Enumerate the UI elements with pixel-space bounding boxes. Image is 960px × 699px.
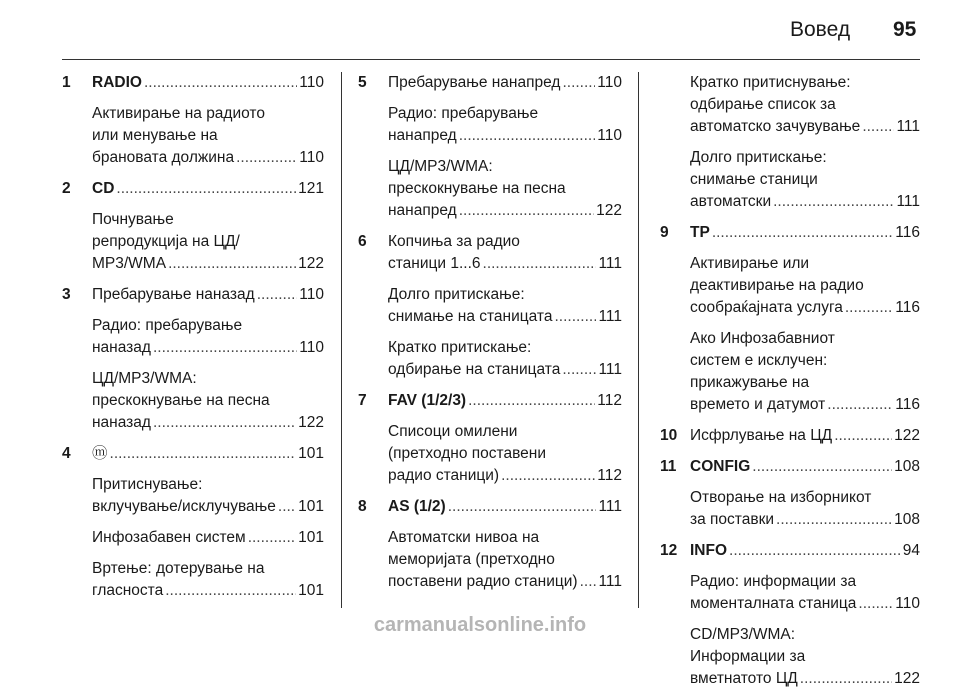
entry-text: сообраќајната услуга: [690, 299, 843, 316]
entry-text: вметнатото ЦД: [690, 670, 798, 687]
entry-number: 3: [62, 286, 71, 303]
header-divider: [62, 59, 920, 60]
entry-text-line: Радио: пребарување: [388, 105, 539, 122]
entry-button-label: INFO: [690, 542, 728, 559]
entry-text-line: Информации за: [690, 648, 806, 665]
entry-number: 1: [62, 74, 71, 91]
entry-text: автоматско зачувување: [690, 118, 861, 135]
entry-text-line: репродукција на ЦД/: [92, 233, 240, 250]
entry-number: 9: [660, 224, 669, 241]
entry-leader-row: [388, 72, 622, 94]
entry-text-line: Радио: информации за: [690, 573, 857, 590]
entry-text: за поставки: [690, 511, 775, 528]
index-entry: [62, 474, 324, 518]
entry-leader-row: [690, 116, 920, 138]
dot-leader: [554, 306, 596, 328]
dot-leader: [752, 456, 892, 478]
entry-leader-row: [92, 496, 324, 518]
entry-leader-row: [388, 465, 622, 487]
page-reference[interactable]: 101: [298, 529, 324, 546]
dot-leader: [144, 72, 297, 94]
dot-leader: [236, 147, 297, 169]
index-entry: [62, 103, 324, 169]
entry-text-line: ЦД/MP3/WMA:: [388, 158, 493, 175]
index-entry: [358, 421, 622, 487]
page-reference[interactable]: 116: [895, 224, 920, 241]
entry-text: автоматски: [690, 193, 772, 210]
entry-text: Инфозабавен систем: [92, 529, 246, 546]
entry-number: 10: [660, 427, 678, 444]
index-entry: [62, 284, 324, 306]
entry-number: 5: [358, 74, 367, 91]
dot-leader: [468, 390, 595, 412]
index-entry: [358, 337, 622, 381]
entry-number: 2: [62, 180, 71, 197]
dot-leader: [845, 297, 893, 319]
entry-leader-row: [690, 456, 920, 478]
page-reference[interactable]: 110: [597, 127, 622, 144]
page-reference[interactable]: 112: [597, 392, 622, 409]
page-reference[interactable]: 110: [299, 286, 324, 303]
entry-number: 11: [660, 458, 677, 475]
dot-leader: [501, 465, 595, 487]
index-entry: [660, 540, 920, 562]
entry-leader-row: [92, 253, 324, 275]
page-reference[interactable]: 122: [298, 255, 324, 272]
dot-leader: [729, 540, 901, 562]
page-reference[interactable]: 101: [298, 498, 324, 515]
dot-leader: [858, 593, 893, 615]
entry-text: наназад: [92, 414, 151, 431]
entry-leader-row: [690, 668, 920, 690]
entry-text: станици 1...6: [388, 255, 481, 272]
index-entry: [660, 222, 920, 244]
entry-text-line: снимање станици: [690, 171, 818, 188]
entry-leader-row: [92, 72, 324, 94]
index-entry: [660, 253, 920, 319]
entry-button-label: TP: [690, 224, 710, 241]
page-reference[interactable]: 121: [298, 180, 324, 197]
entry-text-line: прескокнување на песна: [388, 180, 566, 197]
dot-leader: [248, 527, 296, 549]
entry-text-line: одбирање список за: [690, 96, 836, 113]
index-entry: [62, 315, 324, 359]
dot-leader: [862, 116, 894, 138]
dot-leader: [278, 496, 296, 518]
dot-leader: [165, 580, 296, 602]
entry-text-line: Ако Инфозабавниот: [690, 330, 835, 347]
entry-text: Пребарување наназад: [92, 286, 255, 303]
entry-text-line: Почнување: [92, 211, 174, 228]
entry-leader-row: [690, 593, 920, 615]
page-reference[interactable]: 116: [895, 396, 920, 413]
entry-text-line: Активирање на радиото: [92, 105, 265, 122]
entry-text-line: Кратко притискање:: [388, 339, 532, 356]
index-entry: [358, 527, 622, 593]
index-entry: [660, 571, 920, 615]
entry-number: 7: [358, 392, 367, 409]
entry-leader-row: [92, 412, 324, 434]
entry-text-line: ЦД/MP3/WMA:: [92, 370, 197, 387]
page-reference[interactable]: 94: [902, 542, 920, 559]
page-reference[interactable]: 110: [299, 339, 324, 356]
dot-leader: [153, 337, 297, 359]
entry-leader-row: [690, 425, 920, 447]
page-reference[interactable]: 122: [894, 427, 920, 444]
index-entry: [62, 443, 324, 465]
entry-text-line: меморијата (претходно: [388, 551, 555, 568]
dot-leader: [800, 668, 892, 690]
page-reference[interactable]: 111: [598, 498, 622, 515]
entry-leader-row: [388, 359, 622, 381]
page-reference[interactable]: 111: [598, 255, 622, 272]
index-entry: [62, 178, 324, 200]
entry-text-line: деактивирање на радио: [690, 277, 864, 294]
entry-leader-row: [388, 253, 622, 275]
entry-text: времето и датумот: [690, 396, 826, 413]
entry-leader-row: [388, 200, 622, 222]
index-entry: [660, 147, 920, 213]
page-reference[interactable]: 110: [895, 595, 920, 612]
entry-text: гласноста: [92, 582, 164, 599]
entry-text: наназад: [92, 339, 151, 356]
dot-leader: [168, 253, 296, 275]
entry-text-line: CD/MP3/WMA:: [690, 626, 796, 643]
entry-text-line: систем е исклучен:: [690, 352, 828, 369]
entry-leader-row: [92, 443, 324, 465]
entry-text: моменталната станица: [690, 595, 857, 612]
entry-button-label: CD: [92, 180, 115, 197]
page-reference[interactable]: 110: [299, 149, 324, 166]
entry-button-label: AS (1/2): [388, 498, 446, 515]
entry-text: MP3/WMA: [92, 255, 167, 272]
page-reference[interactable]: 110: [299, 74, 324, 91]
index-entry: [358, 103, 622, 147]
index-column-2: [358, 72, 622, 602]
entry-text-line: прескокнување на песна: [92, 392, 270, 409]
index-entry: [660, 425, 920, 447]
column-divider: [341, 72, 342, 608]
index-entry: [358, 390, 622, 412]
page-reference[interactable]: 111: [598, 361, 622, 378]
page-number: 95: [893, 18, 917, 41]
index-entry: [62, 368, 324, 434]
entry-text-line: прикажување на: [690, 374, 810, 391]
entry-text-line: Списоци омилени: [388, 423, 518, 440]
index-entry: [660, 72, 920, 138]
entry-leader-row: [92, 527, 324, 549]
page-reference[interactable]: 122: [894, 670, 920, 687]
dot-leader: [110, 443, 297, 465]
page-reference[interactable]: 111: [598, 308, 622, 325]
page-reference[interactable]: 101: [298, 445, 324, 462]
entry-button-label: RADIO: [92, 74, 142, 91]
index-entry: [62, 558, 324, 602]
entry-leader-row: [690, 191, 920, 213]
entry-text: Пребарување нанапред: [388, 74, 561, 91]
index-column-1: [62, 72, 324, 611]
entry-text: нанапред: [388, 127, 457, 144]
dot-leader: [257, 284, 298, 306]
page-reference[interactable]: 110: [597, 74, 622, 91]
entry-text-line: Автоматски нивоа на: [388, 529, 540, 546]
index-entry: [358, 231, 622, 275]
entry-button-label: CONFIG: [690, 458, 751, 475]
entry-leader-row: [690, 509, 920, 531]
index-entry: [62, 72, 324, 94]
entry-button-label: FAV (1/2/3): [388, 392, 467, 409]
entry-text-line: Долго притискање:: [690, 149, 827, 166]
entry-leader-row: [388, 571, 622, 593]
page-reference[interactable]: 116: [895, 299, 920, 316]
entry-text: вклучување/исклучување: [92, 498, 276, 515]
entry-text-line: Кратко притиснување:: [690, 74, 851, 91]
entry-leader-row: [92, 580, 324, 602]
entry-text-line: Вртење: дотерување на: [92, 560, 265, 577]
dot-leader: [459, 125, 596, 147]
page-reference[interactable]: 122: [298, 414, 324, 431]
dot-leader: [448, 496, 597, 518]
entry-text-line: Притиснување:: [92, 476, 203, 493]
entry-text-line: Активирање или: [690, 255, 810, 272]
index-entry: [358, 72, 622, 94]
dot-leader: [827, 394, 893, 416]
entry-leader-row: [388, 306, 622, 328]
entry-leader-row: [92, 178, 324, 200]
entry-leader-row: [92, 147, 324, 169]
entry-text-line: Радио: пребарување: [92, 317, 243, 334]
entry-text: ⓜ: [92, 445, 108, 462]
entry-leader-row: [92, 337, 324, 359]
page-reference[interactable]: 111: [896, 118, 920, 135]
entry-text: брановата должина: [92, 149, 235, 166]
entry-text: снимање на станицата: [388, 308, 553, 325]
entry-number: 4: [62, 445, 71, 462]
entry-leader-row: [690, 394, 920, 416]
entry-leader-row: [92, 284, 324, 306]
entry-leader-row: [690, 297, 920, 319]
dot-leader: [562, 359, 596, 381]
index-entry: [660, 487, 920, 531]
dot-leader: [153, 412, 296, 434]
entry-text-line: Копчиња за радио: [388, 233, 520, 250]
page-reference[interactable]: 111: [598, 573, 622, 590]
entry-number: 8: [358, 498, 367, 515]
index-entry: [62, 209, 324, 275]
index-column-3: [660, 72, 920, 699]
index-entry: [358, 156, 622, 222]
dot-leader: [712, 222, 893, 244]
entry-leader-row: [388, 496, 622, 518]
page-reference[interactable]: 122: [596, 202, 622, 219]
entry-text-line: Долго притискање:: [388, 286, 525, 303]
entry-text: нанапред: [388, 202, 457, 219]
entry-text-line: (претходно поставени: [388, 445, 546, 462]
entry-text: Исфрлување на ЦД: [690, 427, 833, 444]
index-entry: [660, 456, 920, 478]
entry-leader-row: [690, 222, 920, 244]
entry-text: поставени радио станици): [388, 573, 578, 590]
dot-leader: [773, 191, 894, 213]
column-divider: [638, 72, 639, 608]
dot-leader: [562, 72, 595, 94]
index-entry: [358, 284, 622, 328]
dot-leader: [116, 178, 296, 200]
watermark: carmanualsonline.info: [373, 614, 587, 636]
page-reference[interactable]: 108: [894, 458, 920, 475]
page-reference[interactable]: 111: [896, 193, 920, 210]
dot-leader: [483, 253, 597, 275]
page-reference[interactable]: 112: [597, 467, 622, 484]
entry-number: 6: [358, 233, 367, 250]
entry-text: одбирање на станицата: [388, 361, 561, 378]
entry-number: 12: [660, 542, 678, 559]
entry-text-line: Отворање на изборникот: [690, 489, 872, 506]
dot-leader: [776, 509, 892, 531]
dot-leader: [834, 425, 892, 447]
entry-text-line: или менување на: [92, 127, 218, 144]
entry-leader-row: [690, 540, 920, 562]
page-title: Вовед: [790, 18, 851, 41]
index-entry: [62, 527, 324, 549]
dot-leader: [580, 571, 597, 593]
dot-leader: [459, 200, 594, 222]
entry-leader-row: [388, 125, 622, 147]
entry-leader-row: [388, 390, 622, 412]
page-reference[interactable]: 101: [298, 582, 324, 599]
page-reference[interactable]: 108: [894, 511, 920, 528]
index-entry: [660, 328, 920, 416]
index-entry: [358, 496, 622, 518]
entry-text: радио станици): [388, 467, 500, 484]
